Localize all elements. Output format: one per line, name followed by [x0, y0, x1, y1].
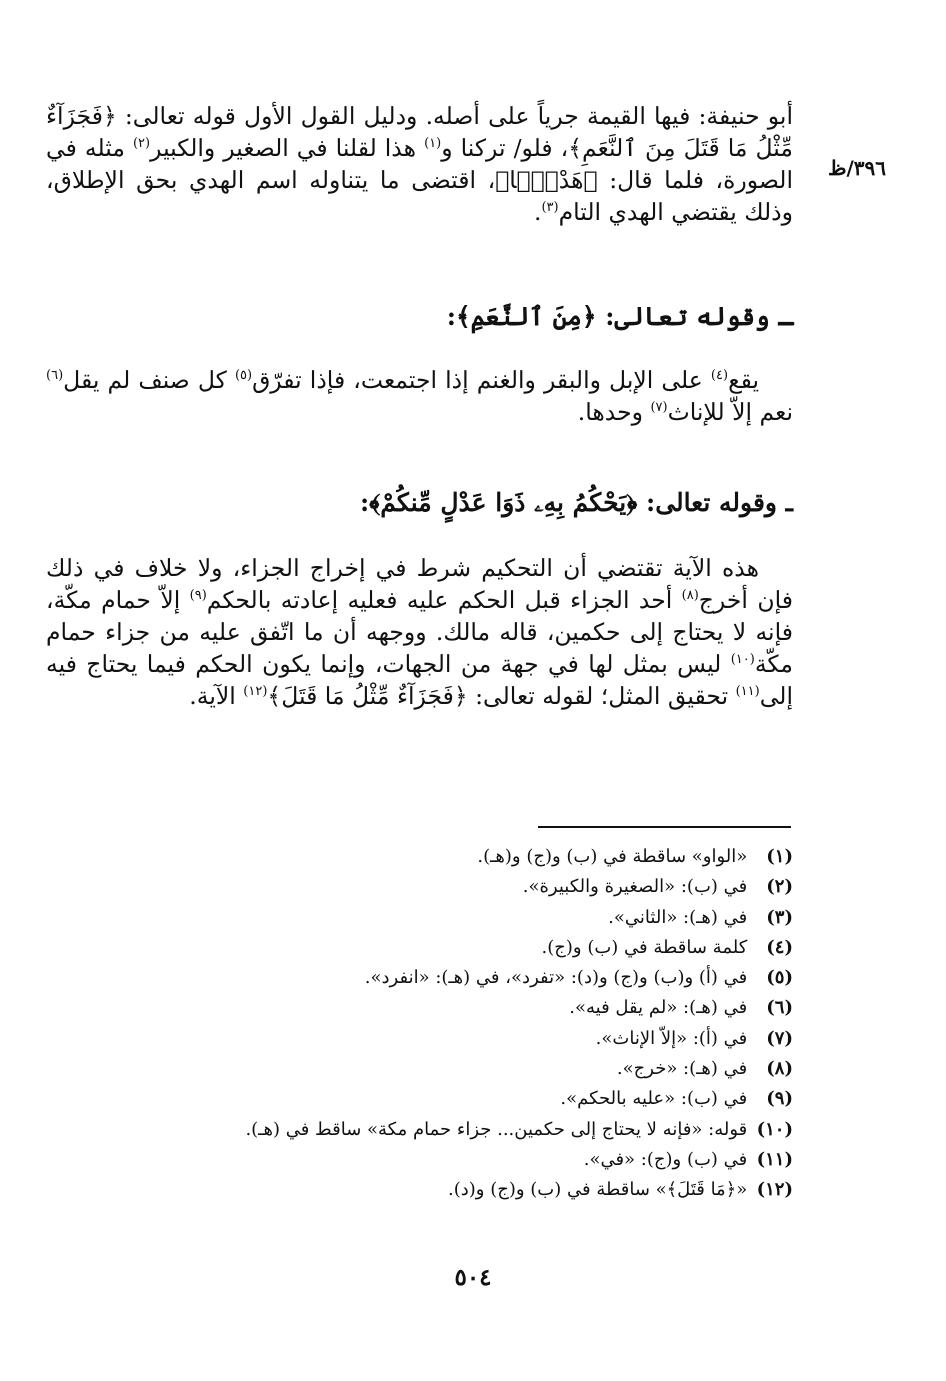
footnote-number: (٥)	[766, 967, 793, 989]
footnote-item	[100, 1054, 793, 1084]
paragraph-1-line-1: أبو حنيفة: فيها القيمة جرياً على أصله. ودليل القول الأول قوله تعالى:	[124, 102, 793, 130]
manuscript-folio-marker: ٣٩٦/ظ	[827, 156, 886, 180]
paragraph-2	[46, 364, 793, 428]
footnote-ref-4[interactable]: (٤)	[710, 368, 729, 384]
footnote-ref-8[interactable]: (٨)	[681, 588, 699, 604]
paragraph-3-part-d: ليس بمثل لها في جهة من الجهات، وإنما يكون الحكم فيما يحتاج فيه إلى	[46, 650, 793, 710]
section-heading-1: ـ وقوله تعالى: ﴿مِنَ ٱلنَّعَمِ﴾:	[446, 302, 793, 331]
footnote-ref-12[interactable]: (١٢)	[243, 684, 268, 700]
footnote-item	[100, 872, 793, 902]
footnote-item	[100, 1084, 793, 1114]
footnote-item	[100, 1175, 793, 1205]
footnote-text: في (هـ): «لم يقل فيه».	[569, 997, 748, 1019]
footnote-ref-2[interactable]: (٢)	[132, 136, 151, 152]
paragraph-2-part-b: على الإبل والبقر والغنم إذا اجتمعت، فإذا تفرّق	[252, 366, 711, 394]
footnote-number: (٧)	[766, 1027, 793, 1049]
paragraph-3-part-a: هذه الآية تقتضي أن التحكيم شرط في إخراج الجزاء، ولا خلاف في ذلك فإن أخرج	[46, 554, 793, 614]
footnote-number: (٣)	[766, 906, 793, 928]
paragraph-1	[46, 100, 793, 228]
footnote-text: في (ب): «الصغيرة والكبيرة».	[522, 876, 748, 898]
footnote-item	[100, 993, 793, 1023]
footnote-number: (٨)	[766, 1058, 793, 1080]
paragraph-3-part-e: تحقيق المثل؛ لقوله تعالى: ﴿فَجَزَآءٌ مِّثْلُ مَا قَتَلَ﴾	[267, 682, 736, 710]
footnote-item	[100, 1145, 793, 1175]
footnote-number: (٦)	[766, 997, 793, 1019]
paragraph-1-line-2b: هذا لقلنا في الصغير والكبير	[150, 134, 425, 162]
footnote-text: كلمة ساقطة في (ب) و(ج).	[541, 936, 748, 958]
paragraph-3-part-f: الآية.	[189, 682, 244, 710]
paragraph-3-part-b: أحد الجزاء قبل الحكم عليه فعليه إعادته بالحكم	[206, 586, 682, 614]
footnote-text: في (أ) و(ب) و(ج) و(د): «تفرد»، في (هـ): «انفرد».	[364, 967, 748, 989]
footnote-item	[100, 1115, 793, 1145]
footnote-text: قوله: «فإنه لا يحتاج إلى حكمين... جزاء حمام مكة» ساقط في (هـ).	[245, 1118, 748, 1140]
paragraph-3	[46, 552, 793, 712]
footnote-text: في (هـ): «خرج».	[616, 1058, 748, 1080]
footnotes-list	[100, 842, 793, 1206]
footnote-ref-3[interactable]: (٣)	[541, 200, 559, 216]
paragraph-2-part-e: وحدها.	[577, 398, 651, 426]
paragraph-1-line-4: الإطلاق، وذلك يقتضي الهدي التام	[46, 166, 793, 226]
footnote-ref-5[interactable]: (٥)	[234, 368, 253, 384]
footnote-number: (٢)	[766, 876, 793, 898]
footnote-ref-6[interactable]: (٦)	[46, 368, 64, 384]
paragraph-1-end: .	[533, 198, 542, 226]
paragraph-1-line-2a: ﴿فَجَزَآءٌ مِّثْلُ مَا قَتَلَ مِنَ ٱلنَّعَمِ﴾، فلو/ تركنا و	[46, 102, 793, 162]
footnote-separator	[538, 826, 791, 828]
footnote-number: (٩)	[766, 1088, 793, 1110]
footnote-number: (١)	[766, 846, 793, 867]
footnote-text: في (ب) و(ج): «في».	[583, 1148, 748, 1170]
footnote-number: (١٠)	[756, 1118, 793, 1140]
footnote-text: في (أ): «إلاّ الإناث».	[595, 1027, 748, 1049]
footnote-item	[100, 842, 793, 872]
footnote-ref-10[interactable]: (١٠)	[730, 652, 755, 668]
footnote-number: (٤)	[766, 936, 793, 958]
page-number: ٥٠٤	[454, 1264, 492, 1291]
footnote-ref-9[interactable]: (٩)	[189, 588, 207, 604]
section-heading-2: ـ وقوله تعالى: ﴿يَحْكُمُ بِهِۦ ذَوَا عَدْلٍ مِّنكُمْ﴾:	[359, 488, 793, 517]
footnote-text: «الواو» ساقطة في (ب) و(ج) و(هـ).	[477, 846, 748, 867]
paragraph-1-line-3: مثله في الصورة، فلما قال: ﴿هَدْيَۢا﴾، اقتضى ما يتناوله اسم الهدي بحق	[46, 134, 793, 194]
footnote-ref-11[interactable]: (١١)	[735, 684, 760, 700]
footnote-number: (١٢)	[756, 1179, 793, 1201]
footnote-text: في (ب): «عليه بالحكم».	[560, 1088, 748, 1110]
footnote-item	[100, 963, 793, 993]
footnote-item	[100, 933, 793, 963]
paragraph-2-part-c: كل صنف لم يقل	[63, 366, 235, 394]
paragraph-3-part-c: إلاّ حمام مكّة، فإنه لا يحتاج إلى حكمين، قاله مالك. ووجهه أن ما اتّفق عليه من جزاء حمام مكّة	[46, 586, 793, 678]
footnote-number: (١١)	[756, 1148, 793, 1170]
footnote-item	[100, 1024, 793, 1054]
paragraph-2-part-a: يقع	[728, 366, 759, 394]
footnote-text: «﴿مَا قَتَلَ﴾» ساقطة في (ب) و(ج) و(د).	[448, 1179, 748, 1201]
paragraph-2-part-d: نعم إلاّ للإناث	[667, 398, 793, 426]
footnote-ref-7[interactable]: (٧)	[650, 400, 668, 416]
footnote-item	[100, 903, 793, 933]
footnote-ref-1[interactable]: (١)	[424, 136, 442, 152]
footnote-text: في (هـ): «الثاني».	[608, 906, 748, 928]
